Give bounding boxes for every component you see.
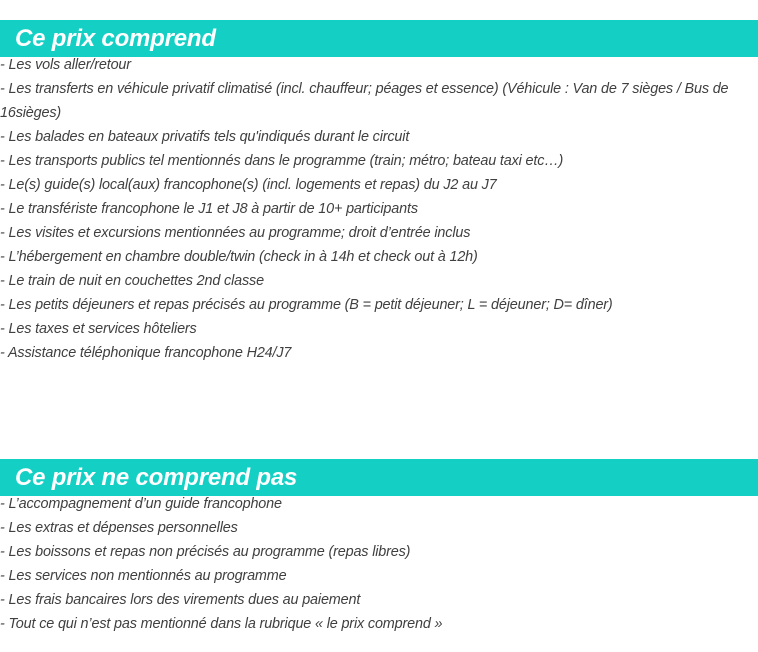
list-item: - Assistance téléphonique francophone H24/J7 bbox=[0, 345, 292, 361]
list-item: - L’hébergement en chambre double/twin (check in à 14h et check out à 12h) bbox=[0, 249, 478, 265]
list-item: - Le transfériste francophone le J1 et J8 à partir de 10+ participants bbox=[0, 201, 418, 217]
list-item: - Les services non mentionnés au programme bbox=[0, 568, 287, 584]
list-item: - Les taxes et services hôteliers bbox=[0, 321, 197, 337]
list-item: - Les frais bancaires lors des virements dues au paiement bbox=[0, 592, 361, 608]
list-item: - Le(s) guide(s) local(aux) francophone(s) (incl. logements et repas) du J2 au J7 bbox=[0, 177, 497, 193]
list-item: - Les vols aller/retour bbox=[0, 57, 131, 73]
list-item: - Tout ce qui n’est pas mentionné dans la rubrique « le prix comprend » bbox=[0, 616, 443, 632]
section-title-includes: Ce prix comprend bbox=[0, 20, 758, 57]
list-item: - Les transports publics tel mentionnés dans le programme (train; métro; bateau taxi etc…) bbox=[0, 153, 564, 169]
list-item: - Les transferts en véhicule privatif climatisé (incl. chauffeur; péages et essence) (Véhicule : Van de 7 sièges / Bus de 16sièges) bbox=[0, 81, 729, 121]
list-item: - Les boissons et repas non précisés au programme (repas libres) bbox=[0, 544, 411, 560]
list-item: - Les petits déjeuners et repas précisés au programme (B = petit déjeuner; L = déjeuner; D= dîner) bbox=[0, 297, 613, 313]
section-title-excludes: Ce prix ne comprend pas bbox=[0, 459, 758, 496]
list-item: - Le train de nuit en couchettes 2nd classe bbox=[0, 273, 264, 289]
list-item: - Les balades en bateaux privatifs tels qu'indiqués durant le circuit bbox=[0, 129, 410, 145]
list-item: - Les extras et dépenses personnelles bbox=[0, 520, 238, 536]
list-item: - Les visites et excursions mentionnées au programme; droit d’entrée inclus bbox=[0, 225, 471, 241]
excludes-list bbox=[0, 492, 740, 636]
includes-list bbox=[0, 53, 740, 365]
list-item: - L’accompagnement d’un guide francophone bbox=[0, 496, 282, 512]
